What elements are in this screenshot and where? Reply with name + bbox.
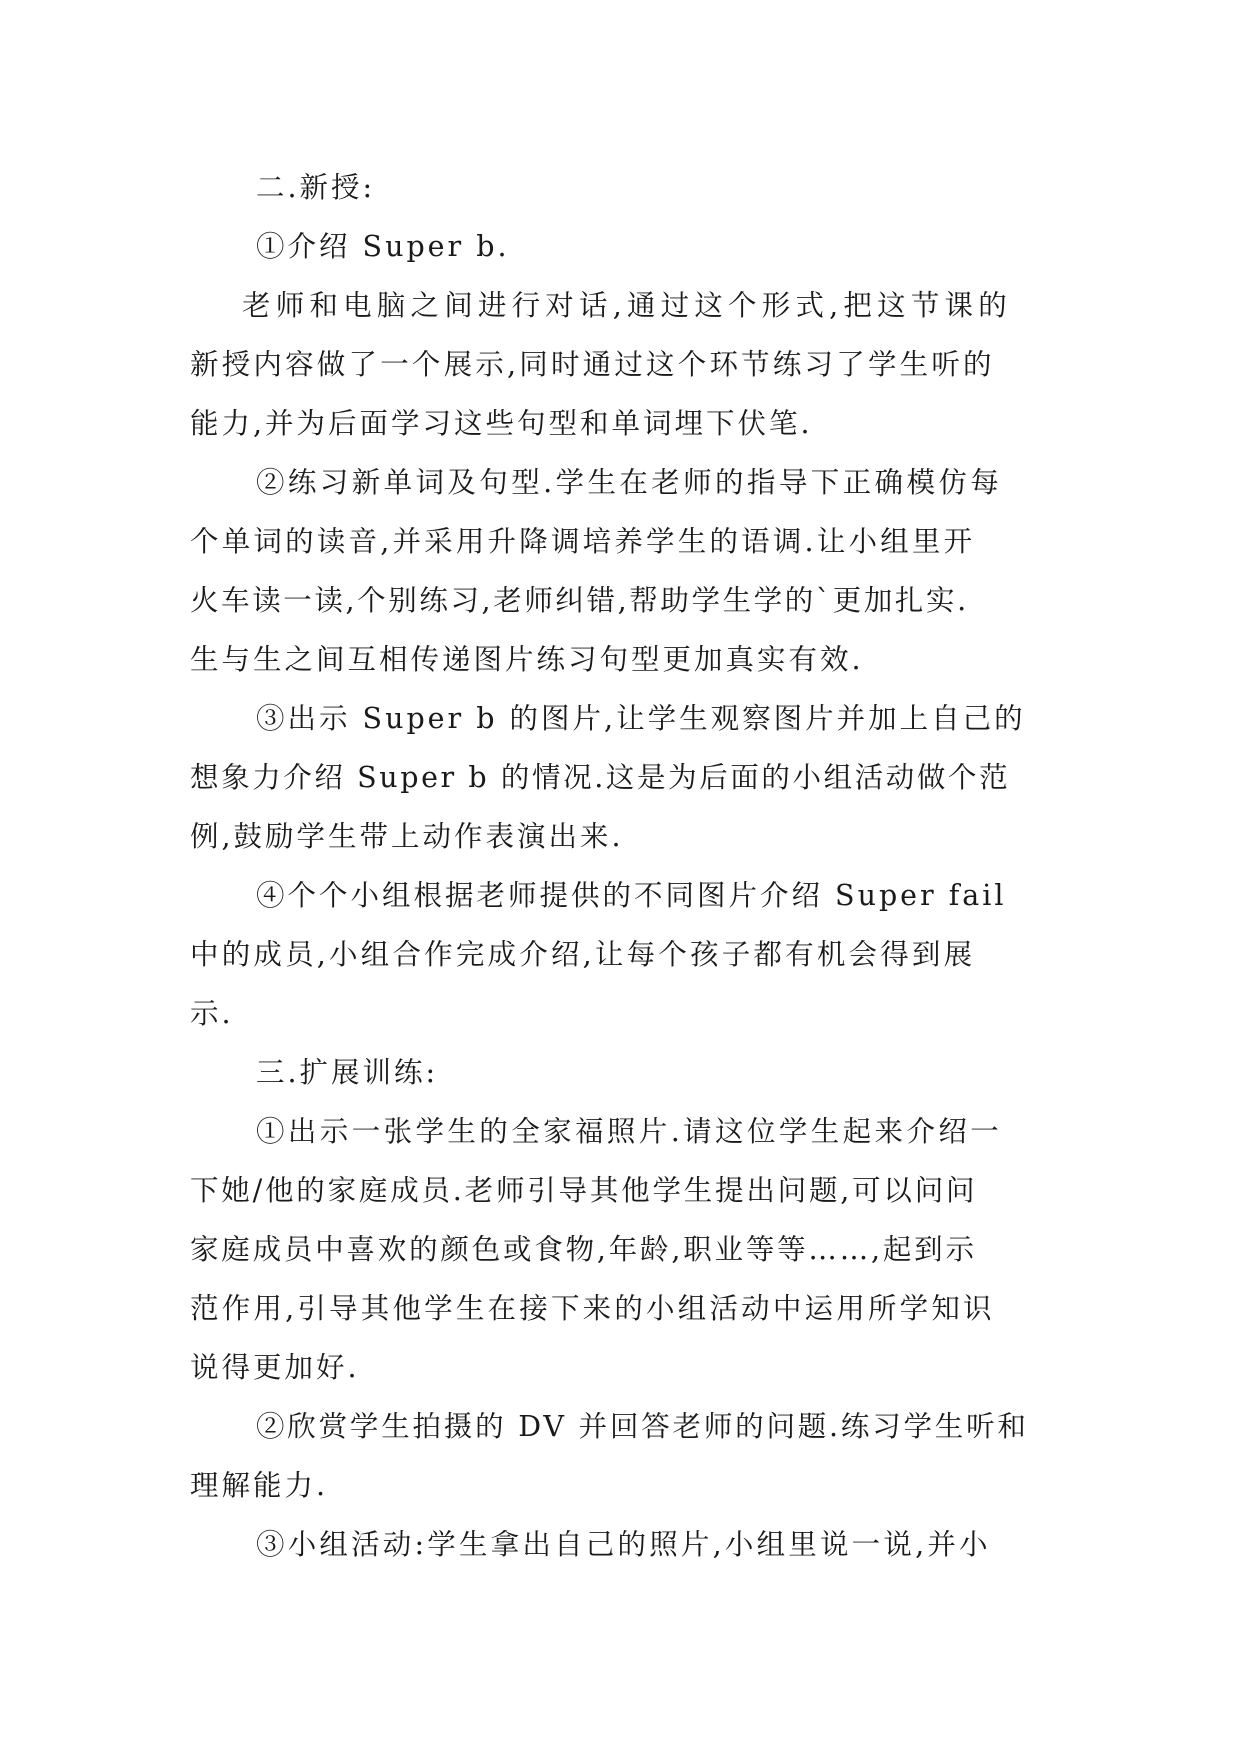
section-heading-new-lesson [190,158,1060,217]
list-item-dv [190,1397,1060,1515]
text-line: 新授内容做了一个展示,同时通过这个环节练习了学生听的 [190,348,995,381]
list-item-group-intro [190,866,1060,1043]
text-line: 例,鼓励学生带上动作表演出来. [190,820,624,853]
text-line: 下她/他的家庭成员.老师引导其他学生提出问题,可以问问 [190,1174,978,1207]
text-line: 范作用,引导其他学生在接下来的小组活动中运用所学知识 [190,1292,995,1325]
text-line: ③出示 Super b 的图片,让学生观察图片并加上自己的 [256,702,1026,735]
text-line: 三.扩展训练: [256,1056,439,1089]
list-item-intro-super-b [190,217,1060,276]
text-line: ②练习新单词及句型.学生在老师的指导下正确模仿每 [256,466,1003,499]
text-line: 火车读一读,个别练习,老师纠错,帮助学生学的`更加扎实. [190,584,969,617]
text-line: ①出示一张学生的全家福照片.请这位学生起来介绍一 [256,1115,1003,1148]
text-line: 中的成员,小组合作完成介绍,让每个孩子都有机会得到展 [190,938,976,971]
text-line: 个单词的读音,并采用升降调培养学生的语调.让小组里开 [190,525,976,558]
text-line: 想象力介绍 Super b 的情况.这是为后面的小组活动做个范 [190,761,1011,794]
text-line: 二.新授: [256,171,376,204]
text-line: 生与生之间互相传递图片练习句型更加真实有效. [190,643,864,676]
text-line: ④个个小组根据老师提供的不同图片介绍 Super fail [256,879,1007,912]
list-item-group-activity [190,1515,1060,1574]
list-item-family-photo [190,1102,1060,1397]
text-line: 说得更加好. [190,1351,360,1384]
text-line: ②欣赏学生拍摄的 DV 并回答老师的问题.练习学生听和 [256,1410,1029,1443]
paragraph-teacher-computer-dialogue [190,276,1060,453]
text-line: 理解能力. [190,1469,329,1502]
text-line: 家庭成员中喜欢的颜色或食物,年龄,职业等等……,起到示 [190,1233,977,1266]
section-heading-extension [190,1043,1060,1102]
text-line: ①介绍 Super b. [256,230,510,263]
list-item-practice-words [190,453,1060,689]
document-body [190,158,1060,1574]
text-line: 示. [190,997,234,1030]
text-line: 老师和电脑之间进行对话,通过这个形式,把这节课的 [242,289,1012,322]
text-line: 能力,并为后面学习这些句型和单词埋下伏笔. [190,407,813,440]
list-item-show-picture [190,689,1060,866]
text-line: ③小组活动:学生拿出自己的照片,小组里说一说,并小 [256,1528,991,1561]
